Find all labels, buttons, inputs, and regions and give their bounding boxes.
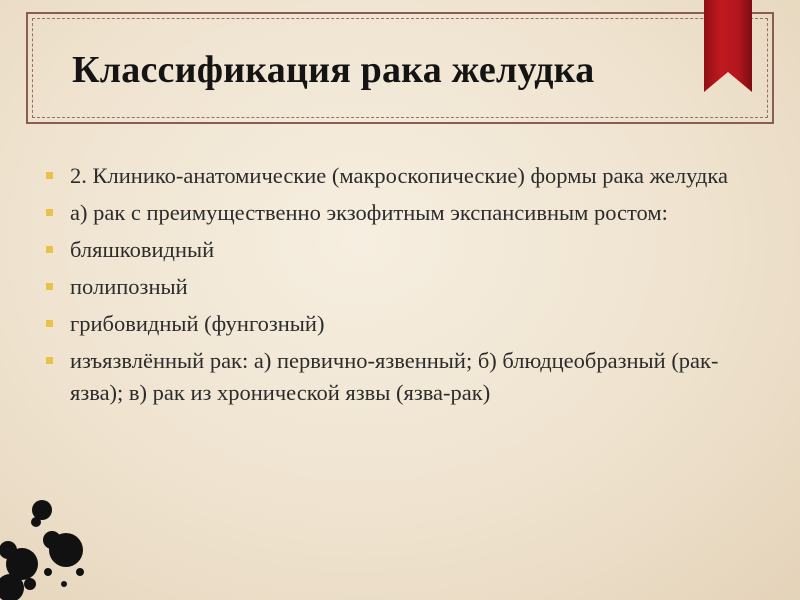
bookmark-ribbon-icon <box>704 0 752 96</box>
bullet-text: а) рак с преимущественно экзофитным экспансивным ростом: <box>70 200 668 225</box>
bullet-item <box>46 197 736 229</box>
bullet-item <box>46 308 736 340</box>
ink-splatter-icon <box>0 480 110 600</box>
bullet-item <box>46 345 736 409</box>
slide-title: Классификация рака желудка <box>72 49 595 91</box>
bullet-text: грибовидный (фунгозный) <box>70 311 325 336</box>
bullet-marker-icon <box>46 357 53 364</box>
bullet-item <box>46 160 736 192</box>
bullet-marker-icon <box>46 209 53 216</box>
bullet-marker-icon <box>46 172 53 179</box>
bullet-marker-icon <box>46 246 53 253</box>
bullet-text: 2. Клинико-анатомические (макроскопические) формы рака желудка <box>70 163 728 188</box>
bullet-marker-icon <box>46 283 53 290</box>
bullet-list <box>46 160 736 414</box>
bullet-marker-icon <box>46 320 53 327</box>
bullet-text: изъязвлённый рак: а) первично-язвенный; б) блюдцеобразный (рак-язва); в) рак из хронической язвы (язва-рак) <box>70 348 719 405</box>
bullet-item <box>46 234 736 266</box>
bullet-text: бляшковидный <box>70 237 215 262</box>
bullet-text: полипозный <box>70 274 188 299</box>
bullet-item <box>46 271 736 303</box>
